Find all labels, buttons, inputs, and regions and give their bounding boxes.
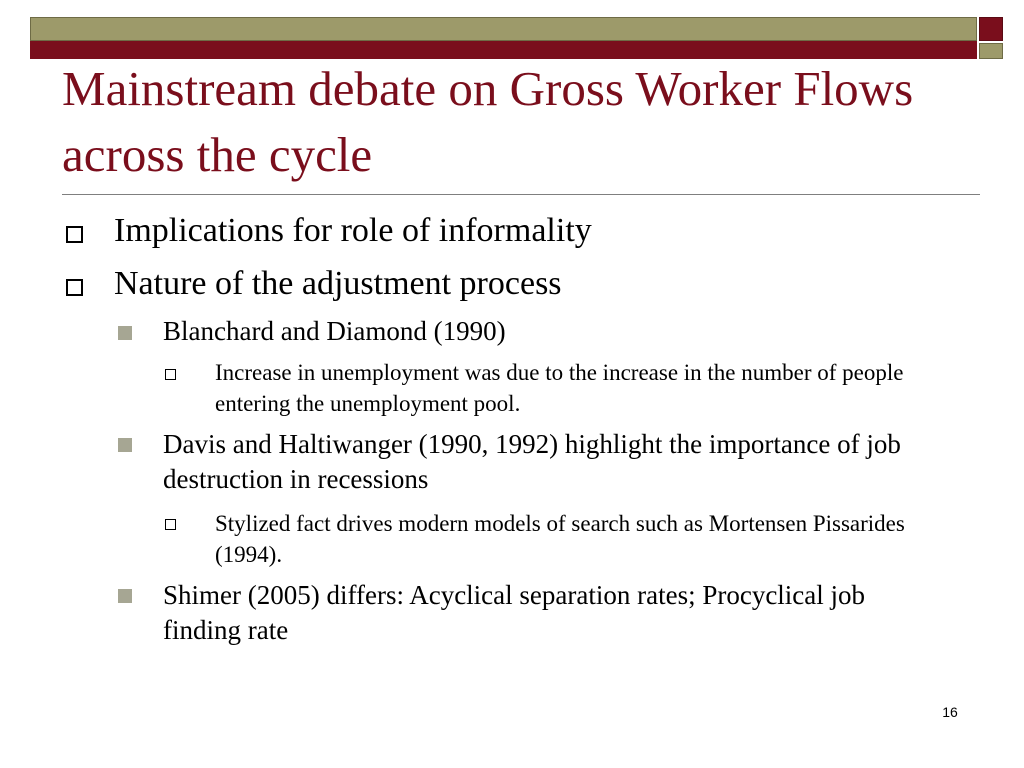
bullet-item-level-3: Stylized fact drives modern models of search such as Mortensen Pissarides (1994). [215,511,905,567]
solid-square-icon [118,438,132,452]
hollow-square-icon [165,369,176,380]
bullet-item-level-2: Blanchard and Diamond (1990) [163,316,506,346]
hollow-square-icon [66,279,83,296]
solid-square-icon [118,589,132,603]
solid-square-icon [118,326,132,340]
title-divider [62,194,980,195]
bullet-item-level-1: Implications for role of informality [114,212,592,249]
hollow-square-icon [165,519,176,530]
page-number: 16 [942,704,958,720]
corner-square-olive [979,43,1003,59]
bullet-item-level-1: Nature of the adjustment process [114,265,562,302]
bullet-item-level-2: Shimer (2005) differs: Acyclical separation rates; Procyclical job finding rate [163,580,866,645]
hollow-square-icon [66,226,83,243]
bullet-item-level-2: Davis and Haltiwanger (1990, 1992) highlight the importance of job destruction in recessions [163,429,901,494]
header-bar-olive [30,17,977,41]
slide-title: Mainstream debate on Gross Worker Flows across the cycle [62,61,914,182]
bullet-item-level-3: Increase in unemployment was due to the increase in the number of people entering the unemployment pool. [215,360,904,416]
corner-square-maroon [979,17,1003,41]
